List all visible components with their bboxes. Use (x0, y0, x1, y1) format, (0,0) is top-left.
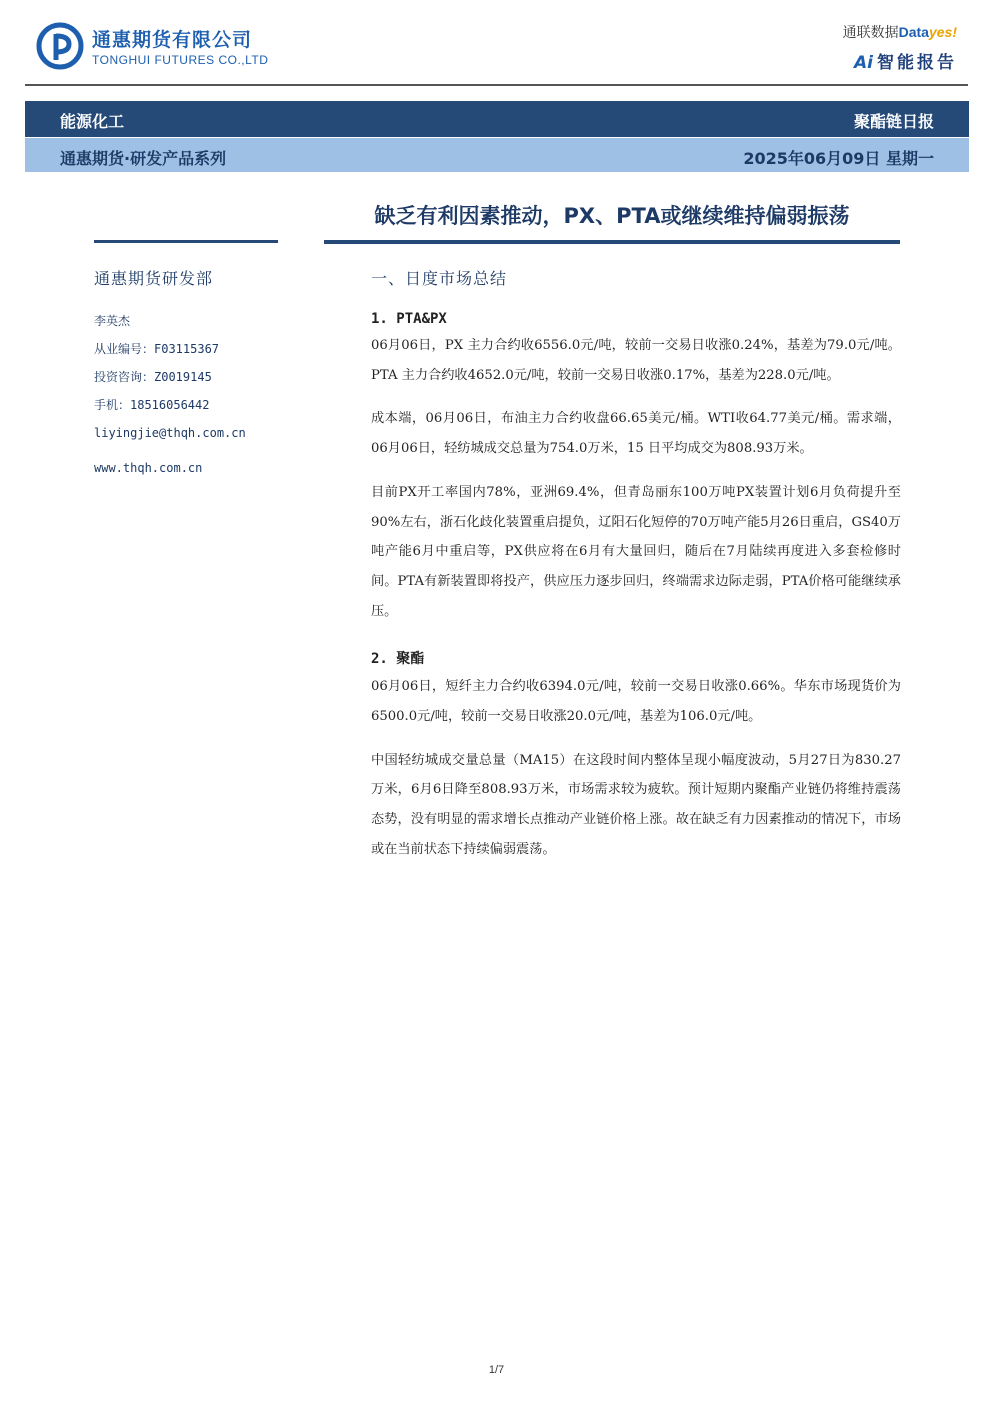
header-divider (25, 84, 968, 86)
company-name-cn: 通惠期货有限公司 (92, 29, 253, 51)
paragraph-market-outlook: 中国轻纺城成交量总量（MA15）在这段时间内整体呈现小幅度波动，5月27日为830.27万米，6月6日降至808.93万米，市场需求较为疲软。预计短期内聚酯产业链仍将维持震荡态势，没有明显的需求增长点推动产业链价格上涨。故在缺乏有力因素推动的情况下，市场或在当前状态下持续偏弱震荡。 (371, 752, 901, 857)
report-body (371, 266, 901, 865)
title-underline (324, 240, 900, 244)
ai-report-label: 智能报告 (877, 53, 957, 73)
report-type-label: 聚酯链日报 (853, 112, 934, 131)
category-banner (25, 101, 969, 137)
analyst-consulting: 投资咨询：Z0019145 (94, 370, 212, 384)
analyst-license: 从业编号：F03115367 (94, 342, 220, 356)
report-date: 2025年06月09日 星期一 (743, 149, 934, 168)
paragraph-cost-demand: 成本端，06月06日，布油主力合约收盘66.65美元/桶。WTI收64.77美元/桶。需求端，06月06日，轻纺城成交总量为754.0万米，15 日平均成交为808.93万米。 (371, 411, 901, 457)
datayes-brand: Data (898, 24, 929, 40)
page-header (0, 0, 993, 90)
analyst-phone: 手机：18516056442 (94, 398, 210, 412)
subsection-polyester-heading: 2. 聚酯 (371, 651, 425, 668)
analyst-sidebar (94, 266, 294, 475)
subsection-pta-px-heading: 1. PTA&PX (371, 311, 447, 327)
analyst-name: 李英杰 (94, 314, 131, 328)
series-banner (25, 138, 969, 172)
paragraph-pta-px-prices: 06月06日，PX 主力合约收6556.0元/吨，较前一交易日收涨0.24%，基差为79.0元/吨。PTA 主力合约收4652.0元/吨，较前一交易日收涨0.17%，基差为228.0元/吨。 (371, 338, 901, 383)
datayes-prefix: 通联数据 (842, 24, 899, 40)
datayes-logo (843, 22, 957, 73)
ai-icon: Ai (854, 53, 873, 73)
paragraph-supply-outlook: 目前PX开工率国内78%，亚洲69.4%，但青岛丽东100万吨PX装置计划6月负荷提升至90%左右，浙石化歧化装置重启提负，辽阳石化短停的70万吨产能5月26日重启，GS40万吨产能6月中重启等，PX供应将在6月有大量回归，随后在7月陆续再度进入多套检修时间。PTA有新装置即将投产，供应压力逐步回归，终端需求边际走弱，PTA价格可能继续承压。 (371, 484, 901, 619)
company-logo (36, 22, 268, 70)
paragraph-staple-fiber-prices: 06月06日，短纤主力合约收6394.0元/吨，较前一交易日收涨0.66%。华东市场现货价为6500.0元/吨，较前一交易日收涨20.0元/吨，基差为106.0元/吨。 (371, 679, 901, 725)
company-website-link[interactable]: www.thqh.com.cn (94, 461, 203, 475)
company-name-en: TONGHUI FUTURES CO.,LTD (92, 53, 269, 67)
department-name: 通惠期货研发部 (94, 269, 214, 288)
series-label: 通惠期货·研发产品系列 (60, 149, 227, 168)
sidebar-rule (94, 240, 278, 243)
section-heading: 一、日度市场总结 (371, 269, 508, 288)
datayes-yes: yes! (928, 24, 957, 40)
analyst-email[interactable]: liyingjie@thqh.com.cn (94, 426, 246, 440)
page-number: 1/7 (488, 1364, 505, 1376)
tonghui-logo-icon (36, 22, 84, 70)
report-title: 缺乏有利因素推动，PX、PTA或继续维持偏弱振荡 (374, 204, 850, 228)
category-label: 能源化工 (60, 112, 125, 131)
